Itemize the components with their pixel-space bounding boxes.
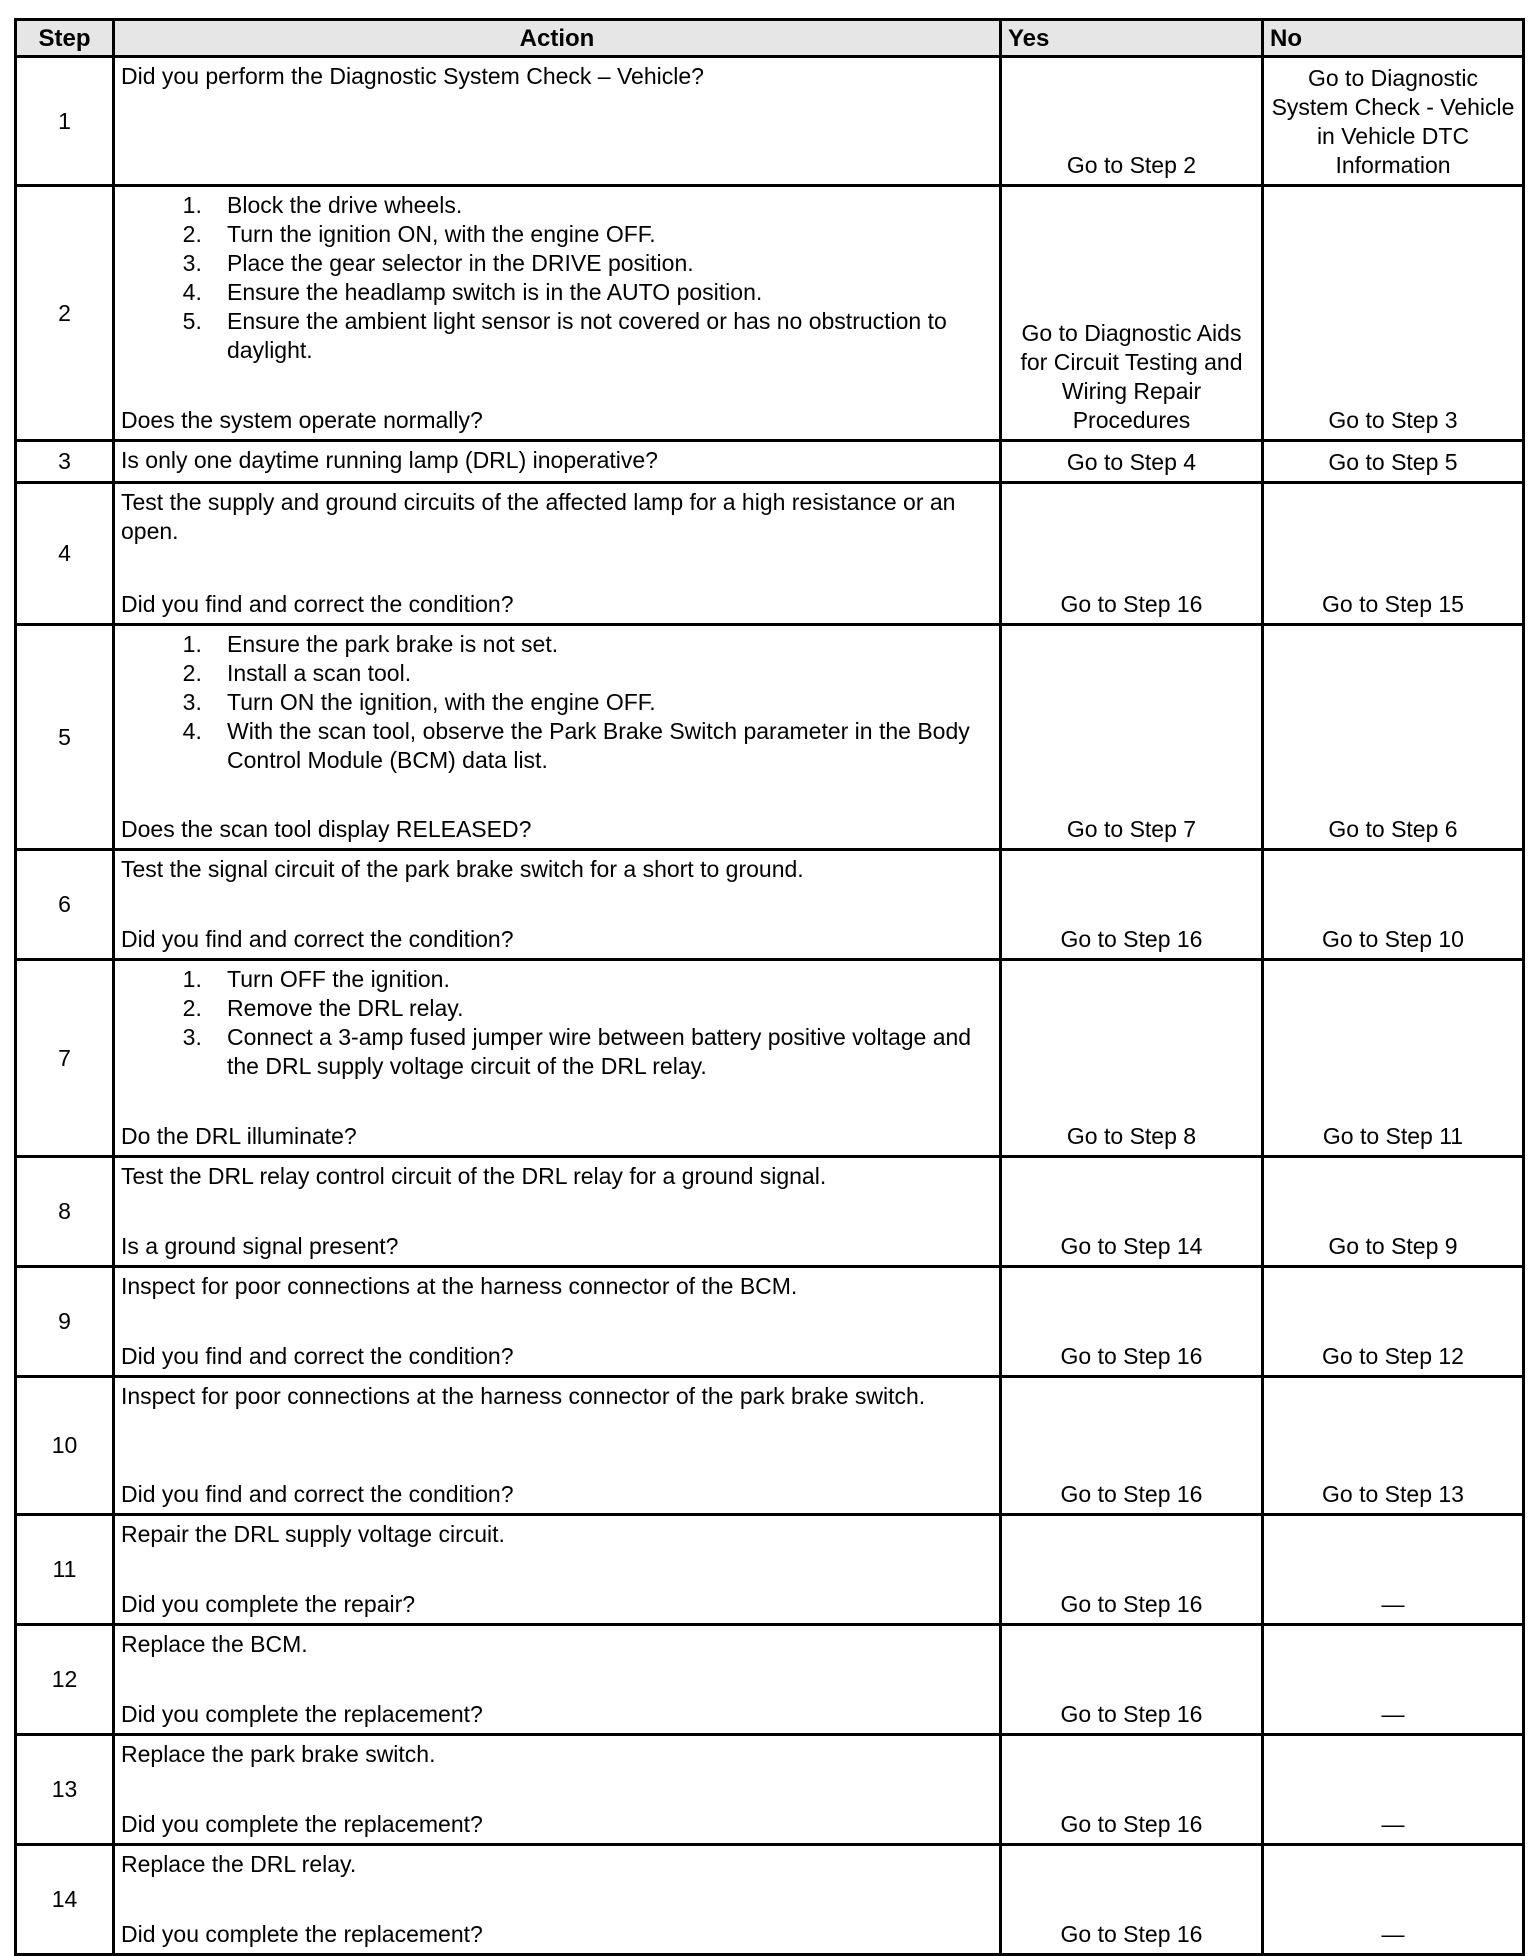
no-cell: — [1263,1845,1524,1955]
step-number: 2 [16,186,114,441]
no-cell: Go to Step 10 [1263,850,1524,960]
table-row [16,1515,1524,1625]
instruction-list [121,630,993,775]
table-row [16,1735,1524,1845]
yes-cell: Go to Step 16 [1001,1377,1263,1515]
header-step: Step [16,20,114,57]
no-cell: Go to Step 11 [1263,960,1524,1157]
yes-cell: Go to Step 16 [1001,1515,1263,1625]
instruction-item: 1. Block the drive wheels. [221,191,993,220]
instruction-item: 2. Install a scan tool. [221,659,993,688]
instruction-item: 2. Remove the DRL relay. [221,994,993,1023]
action-cell [114,1845,1001,1955]
table-row [16,960,1524,1157]
action-question: Did you complete the replacement? [121,1701,483,1727]
step-number: 5 [16,625,114,850]
header-yes: Yes [1001,20,1263,57]
header-action: Action [114,20,1001,57]
instruction-item: 3. Place the gear selector in the DRIVE position. [221,249,993,278]
no-cell: Go to Step 12 [1263,1267,1524,1377]
yes-cell: Go to Step 16 [1001,1735,1263,1845]
action-question: Did you find and correct the condition? [121,926,514,952]
action-text: Replace the park brake switch. [121,1741,436,1767]
table-row [16,625,1524,850]
table-row [16,1625,1524,1735]
step-number: 13 [16,1735,114,1845]
action-cell [114,1157,1001,1267]
instruction-item: 5. Ensure the ambient light sensor is not covered or has no obstruction to daylight. [221,307,993,365]
action-question: Did you complete the replacement? [121,1921,483,1947]
step-number: 10 [16,1377,114,1515]
action-question: Did you find and correct the condition? [121,1481,514,1507]
table-row [16,1845,1524,1955]
header-no: No [1263,20,1524,57]
action-cell [114,1515,1001,1625]
step-number: 4 [16,483,114,625]
action-text: Test the DRL relay control circuit of the DRL relay for a ground signal. [121,1163,827,1189]
table-row [16,850,1524,960]
no-cell: Go to Step 6 [1263,625,1524,850]
table-row [16,1267,1524,1377]
yes-cell: Go to Diagnostic Aids for Circuit Testing and Wiring Repair Procedures [1001,186,1263,441]
action-question: Did you complete the repair? [121,1591,416,1617]
instruction-item: 3. Connect a 3-amp fused jumper wire between battery positive voltage and the DRL supply voltage circuit of the DRL relay. [221,1023,993,1081]
yes-cell: Go to Step 16 [1001,850,1263,960]
no-cell: Go to Step 9 [1263,1157,1524,1267]
action-cell [114,1267,1001,1377]
header-row [16,20,1524,57]
no-cell: Go to Step 3 [1263,186,1524,441]
yes-cell: Go to Step 8 [1001,960,1263,1157]
action-text: Test the supply and ground circuits of the affected lamp for a high resistance or an open. [121,489,956,544]
table-row [16,1157,1524,1267]
action-text: Is only one daytime running lamp (DRL) inoperative? [121,447,658,473]
instruction-item: 2. Turn the ignition ON, with the engine OFF. [221,220,993,249]
step-number: 6 [16,850,114,960]
step-number: 8 [16,1157,114,1267]
action-cell [114,57,1001,186]
yes-cell: Go to Step 16 [1001,483,1263,625]
action-question: Does the scan tool display RELEASED? [121,816,532,842]
step-number: 12 [16,1625,114,1735]
table-row [16,441,1524,483]
instruction-item: 1. Turn OFF the ignition. [221,965,993,994]
action-cell [114,441,1001,483]
instruction-list [121,965,993,1081]
action-text: Inspect for poor connections at the harness connector of the park brake switch. [121,1383,926,1409]
action-text: Inspect for poor connections at the harness connector of the BCM. [121,1273,798,1299]
no-cell: — [1263,1515,1524,1625]
action-text: Did you perform the Diagnostic System Check – Vehicle? [121,63,704,89]
table-row [16,483,1524,625]
action-question: Did you complete the replacement? [121,1811,483,1837]
no-cell: Go to Diagnostic System Check - Vehicle in Vehicle DTC Information [1263,57,1524,186]
instruction-item: 4. Ensure the headlamp switch is in the AUTO position. [221,278,993,307]
yes-cell: Go to Step 2 [1001,57,1263,186]
action-cell [114,1377,1001,1515]
action-cell [114,960,1001,1157]
step-number: 3 [16,441,114,483]
yes-cell: Go to Step 16 [1001,1267,1263,1377]
action-text: Repair the DRL supply voltage circuit. [121,1521,505,1547]
action-cell [114,186,1001,441]
diagnostic-table [14,18,1525,1956]
table-row [16,1377,1524,1515]
action-cell [114,483,1001,625]
yes-cell: Go to Step 16 [1001,1625,1263,1735]
action-cell [114,850,1001,960]
action-text: Test the signal circuit of the park brake switch for a short to ground. [121,856,804,882]
no-cell: Go to Step 15 [1263,483,1524,625]
action-question: Do the DRL illuminate? [121,1123,357,1149]
action-cell [114,1735,1001,1845]
action-question: Did you find and correct the condition? [121,1343,514,1369]
yes-cell: Go to Step 7 [1001,625,1263,850]
instruction-item: 4. With the scan tool, observe the Park Brake Switch parameter in the Body Control Module (BCM) data list. [221,717,993,775]
action-cell [114,625,1001,850]
action-text: Replace the DRL relay. [121,1851,357,1877]
no-cell: — [1263,1625,1524,1735]
yes-cell: Go to Step 14 [1001,1157,1263,1267]
action-question: Is a ground signal present? [121,1233,399,1259]
step-number: 9 [16,1267,114,1377]
no-cell: Go to Step 13 [1263,1377,1524,1515]
step-number: 11 [16,1515,114,1625]
no-cell: — [1263,1735,1524,1845]
action-question: Did you find and correct the condition? [121,591,514,617]
step-number: 7 [16,960,114,1157]
instruction-list [121,191,993,365]
table-row [16,186,1524,441]
instruction-item: 3. Turn ON the ignition, with the engine OFF. [221,688,993,717]
action-cell [114,1625,1001,1735]
action-text: Replace the BCM. [121,1631,308,1657]
instruction-item: 1. Ensure the park brake is not set. [221,630,993,659]
table-row [16,57,1524,186]
action-question: Does the system operate normally? [121,407,483,433]
yes-cell: Go to Step 4 [1001,441,1263,483]
yes-cell: Go to Step 16 [1001,1845,1263,1955]
step-number: 1 [16,57,114,186]
step-number: 14 [16,1845,114,1955]
no-cell: Go to Step 5 [1263,441,1524,483]
